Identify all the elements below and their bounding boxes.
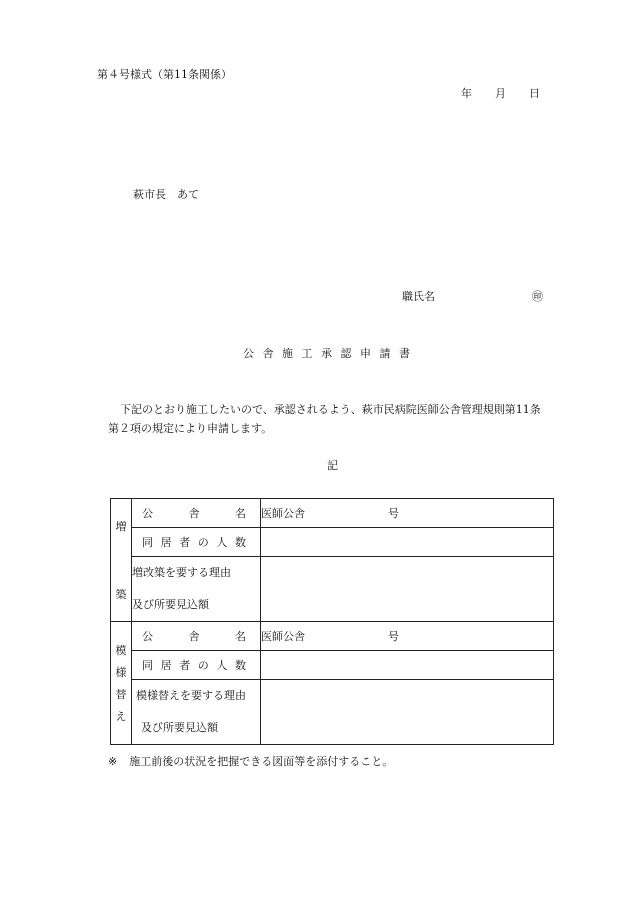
row-reason-label-2: 模様替えを要する理由 及び所要見込額: [132, 680, 261, 745]
signer-label: 職氏名: [402, 290, 435, 303]
date-month: 月: [495, 87, 506, 100]
date-line: [461, 85, 540, 101]
chiku-char: 築: [115, 588, 127, 601]
date-day: 日: [529, 87, 540, 100]
row-kousha-name-label: 公 舎 名: [132, 499, 261, 528]
ki-heading: 記: [327, 459, 338, 472]
body-text: [108, 400, 578, 438]
zou-char: 増: [115, 520, 127, 533]
section-moyougae-label: 模 様 替 え: [111, 622, 132, 745]
note-mark: ※: [108, 755, 118, 768]
body-line-1: 下記のとおり施工したいので、承認されるよう、萩市民病院医師公舎管理規則第11条: [120, 403, 541, 416]
kousha-name-field-2[interactable]: 医師公舎 号: [261, 622, 554, 651]
attachment-note: [108, 753, 393, 769]
section-zouchiku-label: [111, 499, 132, 622]
form-number: 第４号様式（第11条関係）: [97, 68, 232, 81]
document-title: 公舎施工承認申請書: [243, 347, 419, 360]
application-table: [110, 498, 554, 745]
reason-cost-field[interactable]: [261, 557, 554, 622]
date-year: 年: [461, 87, 472, 100]
kousha-name-field[interactable]: 医師公舎 号: [261, 499, 554, 528]
addressee: 萩市長 あて: [133, 188, 199, 201]
row-kousha-name-label-2: 公 舎 名: [132, 622, 261, 651]
row-dokyo-count-label-2: 同 居 者 の 人 数: [132, 651, 261, 680]
body-line-2: 第２項の規定により申請します。: [108, 422, 273, 435]
row-reason-label: 増改築を要する理由 及び所要見込額: [132, 557, 261, 622]
reason-cost-field-2[interactable]: [261, 680, 554, 745]
row-dokyo-count-label: 同 居 者 の 人 数: [132, 528, 261, 557]
dokyo-count-field[interactable]: [261, 528, 554, 557]
dokyo-count-field-2[interactable]: [261, 651, 554, 680]
seal-mark: ㊞: [532, 290, 543, 303]
note-text: 施工前後の状況を把握できる図面等を添付すること。: [129, 755, 394, 768]
